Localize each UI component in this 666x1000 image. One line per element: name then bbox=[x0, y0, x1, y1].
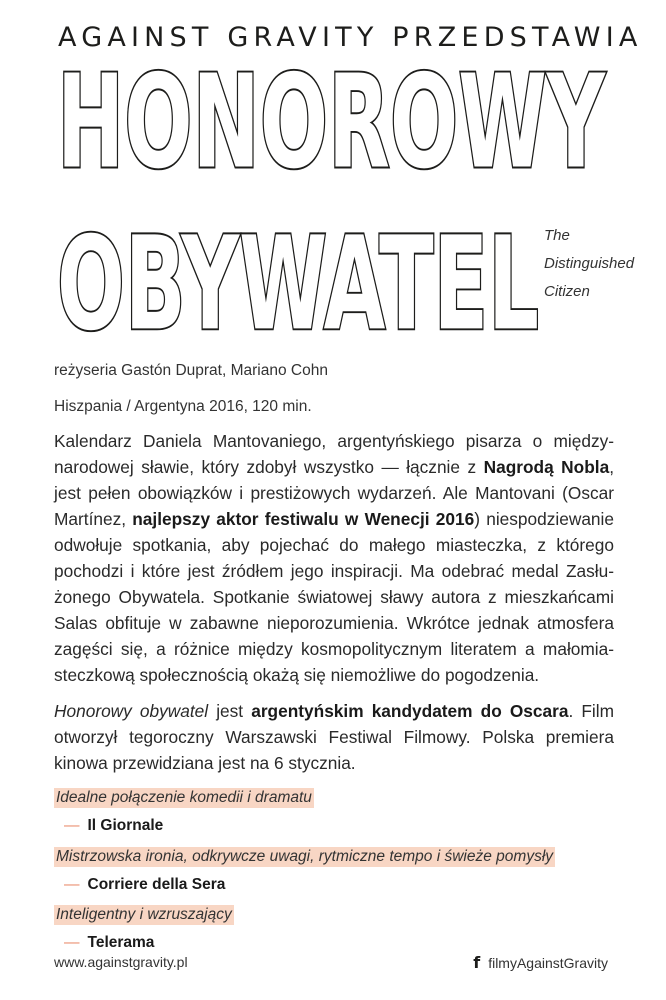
synopsis-paragraph-1 bbox=[54, 428, 614, 688]
synopsis-text: ) niespodziewanie odwołuje spotkania, aby pojechać do małego miasteczka, z którego pochodzi i które jest źródłem jego inspiracji. Ma odebrać medal Zasłu-żonego Obywatela. Spotkanie światowej sławy autora z mieszkańcami Salas obfituje w zabawne nieporozumienia. Wkrótce jednak atmosfera zagęści się, a różnice między kosmopolitycznym literatem a małomia-steczkową społecznością okażą się niemożliwe do pogodzenia. bbox=[54, 509, 614, 685]
production-info: Hiszpania / Argentyna 2016, 120 min. bbox=[54, 398, 312, 415]
review-source bbox=[54, 934, 234, 952]
original-title bbox=[544, 222, 634, 306]
review-source bbox=[54, 817, 314, 835]
dash-icon: — bbox=[64, 817, 80, 834]
synopsis-text: , jest pełen obowiązków i prestiżowych wydarzeń. Ale Mantovani (Oscar Martínez, bbox=[54, 457, 615, 529]
review-3 bbox=[54, 904, 234, 952]
review-source-name: Corriere della Sera bbox=[87, 876, 226, 893]
review-source-name: Telerama bbox=[87, 934, 155, 951]
synopsis-film-title: Honorowy obywatel bbox=[54, 701, 209, 721]
original-title-line: The bbox=[544, 227, 570, 244]
review-quote: Inteligentny i wzruszający bbox=[56, 906, 232, 923]
presents-heading: AGAINST GRAVITY PRZEDSTAWIA bbox=[58, 22, 643, 53]
review-1 bbox=[54, 787, 314, 835]
synopsis-highlight-nobel: Nagrodą Nobla bbox=[483, 457, 610, 477]
review-quote: Mistrzowska ironia, odkrywcze uwagi, rytmiczne tempo i świeże pomysły bbox=[56, 848, 554, 865]
director-credit: reżyseria Gastón Duprat, Mariano Cohn bbox=[54, 362, 328, 379]
review-source-name: Il Giornale bbox=[87, 817, 164, 834]
synopsis-text: . Film otworzył tegoroczny Warszawski Festiwal Filmowy. Polska premiera kinowa przewidziana jest na 6 stycznia. bbox=[54, 701, 615, 773]
synopsis-text: jest bbox=[208, 701, 252, 721]
review-quote: Idealne połączenie komedii i dramatu bbox=[56, 789, 312, 806]
review-2 bbox=[54, 846, 555, 894]
dash-icon: — bbox=[64, 934, 80, 951]
synopsis bbox=[54, 428, 614, 776]
facebook-icon: f bbox=[473, 953, 481, 972]
dash-icon: — bbox=[64, 876, 80, 893]
synopsis-highlight-oscar: argentyńskim kandydatem do Oscara bbox=[251, 701, 569, 721]
facebook-handle: filmyAgainstGravity bbox=[488, 955, 608, 971]
original-title-line: Distinguished bbox=[544, 255, 635, 272]
website-link[interactable]: www.againstgravity.pl bbox=[54, 954, 188, 970]
synopsis-paragraph-2 bbox=[54, 698, 614, 776]
facebook-link[interactable] bbox=[473, 953, 608, 972]
synopsis-text: Kalendarz Daniela Mantovaniego, argentyńskiego pisarza o między-narodowej sławie, który zdobył wszystko — łącznie z bbox=[54, 431, 614, 477]
review-source bbox=[54, 876, 555, 894]
original-title-line: Citizen bbox=[544, 283, 590, 300]
film-title-line-2: OBYWATEL bbox=[56, 208, 539, 340]
synopsis-highlight-venice: najlepszy aktor festiwalu w Wenecji 2016 bbox=[132, 509, 475, 529]
film-title-line-1: HONOROWY bbox=[56, 46, 606, 197]
